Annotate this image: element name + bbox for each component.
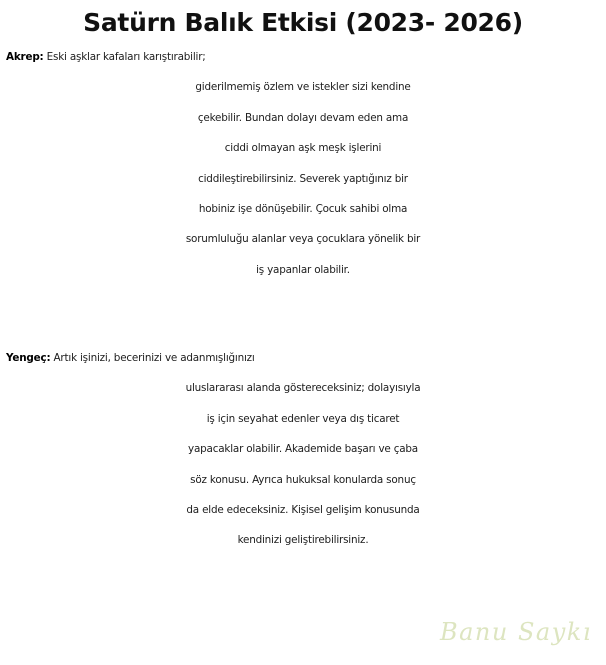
section-text-line: iş için seyahat edenler veya dış ticaret — [206, 412, 400, 425]
section-text-line: çekebilir. Bundan dolayı devam eden ama — [197, 111, 409, 124]
section-text-line: uluslararası alanda göstereceksiniz; dolayısıyla — [185, 382, 421, 395]
section-text-line: söz konusu. Ayrıca hukuksal konularda sonuç — [190, 473, 416, 486]
section-text-line: giderilmemiş özlem ve istekler sizi kendine — [195, 81, 411, 94]
section-text-line: yapacaklar olabilir. Akademide başarı ve çaba — [188, 443, 418, 456]
section-text-line: kendinizi geliştirebilirsiniz. — [237, 534, 369, 547]
section-text-line: Eski aşklar kafaları karıştırabilir; — [43, 51, 206, 63]
section-text-line: ciddileştirebilirsiniz. Severek yaptığınız bir — [198, 172, 408, 185]
page-title: Satürn Balık Etkisi (2023- 2026) — [83, 8, 523, 37]
section-text-line: Artık işinizi, becerinizi ve adanmışlığınızı — [50, 352, 255, 364]
section-text-line: iş yapanlar olabilir. — [256, 263, 350, 276]
section-text-line: ciddi olmayan aşk meşk işlerini — [224, 142, 382, 155]
author-watermark: Banu Saykı — [439, 618, 592, 646]
section-first-line — [0, 42, 606, 72]
sign-label-yengec: Yengeç: — [6, 352, 51, 364]
section-yengec — [0, 343, 606, 556]
section-akrep — [0, 42, 606, 285]
section-text-line: hobiniz işe dönüşebilir. Çocuk sahibi olma — [198, 203, 408, 216]
section-text-line: sorumluluğu alanlar veya çocuklara yönelik bir — [185, 233, 421, 246]
sign-label-akrep: Akrep: — [6, 51, 44, 63]
section-first-line — [0, 343, 606, 373]
section-text-line: da elde edeceksiniz. Kişisel gelişim konusunda — [186, 504, 420, 517]
